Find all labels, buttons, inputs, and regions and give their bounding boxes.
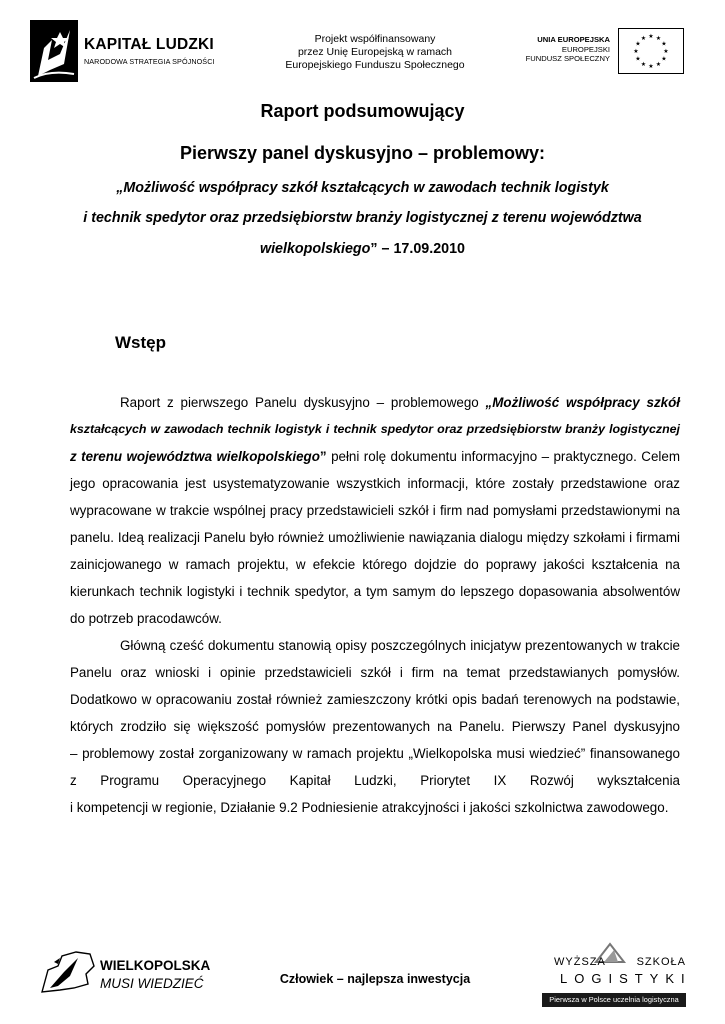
panel-topic-line: „Możliwość współpracy szkół kształcących w zawodach technik logistyk [116, 180, 609, 196]
body-emphasis: z terenu województwa wielkopolskiego [70, 449, 320, 464]
svg-text:★: ★ [648, 33, 654, 40]
eu-title: UNIA EUROPEJSKA [537, 35, 610, 44]
svg-text:★: ★ [661, 40, 667, 48]
body-line: jego opracowania jest usystematyzowanie wszystkich informacji, które zostały przedstawione oraz [70, 476, 680, 491]
svg-text:★: ★ [640, 35, 647, 42]
report-title: Raport podsumowujący [260, 101, 465, 121]
wyzsza-szkola-logistyki-logo [540, 942, 690, 1008]
body-line: Dodatkowo w opracowaniu został również zamieszczony krótki opis badań terenowych na podstawie, [70, 692, 680, 707]
cofinancing-line: Europejskiego Funduszu Społecznego [285, 59, 465, 71]
panel-date: ” – 17.09.2010 [370, 241, 466, 257]
body-line: Panelu oraz wnioski i opinie przedstawicieli szkół i firm na temat przedstawianych pomysłów. [70, 665, 680, 680]
footer-slogan: Człowiek – najlepsza inwestycja [279, 972, 471, 986]
body-line: których zrodziło się większość pomysłów prezentowanych na Panelu. Pierwszy Panel dyskusyjno [70, 719, 680, 734]
kapital-ludzki-logo [30, 20, 240, 82]
svg-text:★: ★ [655, 61, 662, 68]
body-line: i kompetencji w regionie, Działanie 9.2 Podniesienie atrakcyjności i jakości szkolnictwa zawodowego. [70, 800, 669, 815]
eu-flag-icon [618, 28, 684, 74]
body-line: Główną cześć dokumentu stanowią opisy poszczególnych inicjatyw prezentowanych w trakcie [120, 638, 680, 653]
panel-title: Pierwszy panel dyskusyjno – problemowy: [179, 143, 546, 163]
body-line: kształcących w zawodach technik logistyk i technik spedytor oraz przedsiębiorstw branży logistycznej [70, 422, 680, 436]
kapital-ludzki-title: KAPITAŁ LUDZKI [84, 36, 214, 53]
body-line: panelu. Ideą realizacji Panelu było również umożliwienie nawiązania dialogu między szkołami i firmami [70, 530, 680, 545]
body-line: kierunkach technik logistyki i technik spedytor, a tym samym do lepszego dopasowania absolwentów [70, 584, 680, 599]
kapital-ludzki-emblem-icon [30, 20, 78, 82]
svg-text:★: ★ [661, 55, 667, 63]
svg-text:★: ★ [655, 35, 662, 42]
body-emphasis: „Możliwość współpracy szkół [485, 395, 680, 410]
svg-text:★: ★ [640, 61, 647, 68]
wielkopolska-map-icon [38, 948, 98, 994]
kapital-ludzki-subtitle: NARODOWA STRATEGIA SPÓJNOŚCI [84, 57, 215, 66]
wsl-tagline: Pierwsza w Polsce uczelnia logistyczna [542, 993, 686, 1007]
body-line [70, 449, 680, 464]
body-line: – problemowy został zorganizowany w ramach projektu „Wielkopolska musi wiedzieć” finansowanego [70, 746, 680, 761]
wielkopolska-musi-wiedziec-logo [38, 948, 238, 996]
body-line: do potrzeb pracodawców. [70, 611, 222, 626]
section-heading: Wstęp [115, 333, 166, 352]
cofinancing-note [270, 33, 480, 72]
panel-topic-end: wielkopolskiego [259, 241, 371, 257]
eu-line: FUNDUSZ SPOŁECZNY [525, 54, 610, 63]
body-line: z Programu Operacyjnego Kapitał Ludzki, Priorytet IX Rozwój wykształcenia [70, 773, 680, 788]
wielkopolska-subtitle: MUSI WIEDZIEĆ [100, 976, 204, 991]
wsl-name-row [554, 956, 686, 968]
wielkopolska-title: WIELKOPOLSKA [100, 958, 211, 973]
panel-topic-date-line [0, 241, 725, 257]
svg-text:★: ★ [648, 63, 654, 70]
panel-topic-line: i technik spedytor oraz przedsiębiorstw branży logistycznej z terenu województwa [83, 210, 642, 226]
body-line: wypracowane w trakcie wspólnej pracy przedstawicieli szkół i firm nad pomysłami przedstawionymi na [70, 503, 680, 518]
body-line: zainicjowanego w ramach projektu, w efekcie którego dojdzie do poprawy jakości kształcenia na [70, 557, 680, 572]
svg-text:★: ★ [633, 48, 639, 55]
body-text: pełni rolę dokumentu informacyjno – praktycznego. Celem [326, 449, 680, 464]
cofinancing-line: przez Unię Europejską w ramach [297, 46, 453, 58]
wsl-word: SZKOŁA [636, 956, 686, 968]
eu-line: EUROPEJSKI [561, 44, 610, 54]
body-line [70, 395, 680, 410]
svg-text:★: ★ [635, 55, 641, 63]
wsl-word-logistyki: LOGISTYKI [560, 971, 692, 986]
svg-text:★: ★ [635, 40, 641, 48]
body-text: Raport z pierwszego Panelu dyskusyjno – problemowego [120, 395, 486, 410]
body-quote-mark: ” [319, 449, 327, 464]
eu-fund-label [500, 35, 610, 64]
wsl-word: WYŻSZA [554, 956, 606, 968]
cofinancing-line: Projekt współfinansowany [314, 33, 436, 45]
svg-text:★: ★ [663, 48, 669, 55]
